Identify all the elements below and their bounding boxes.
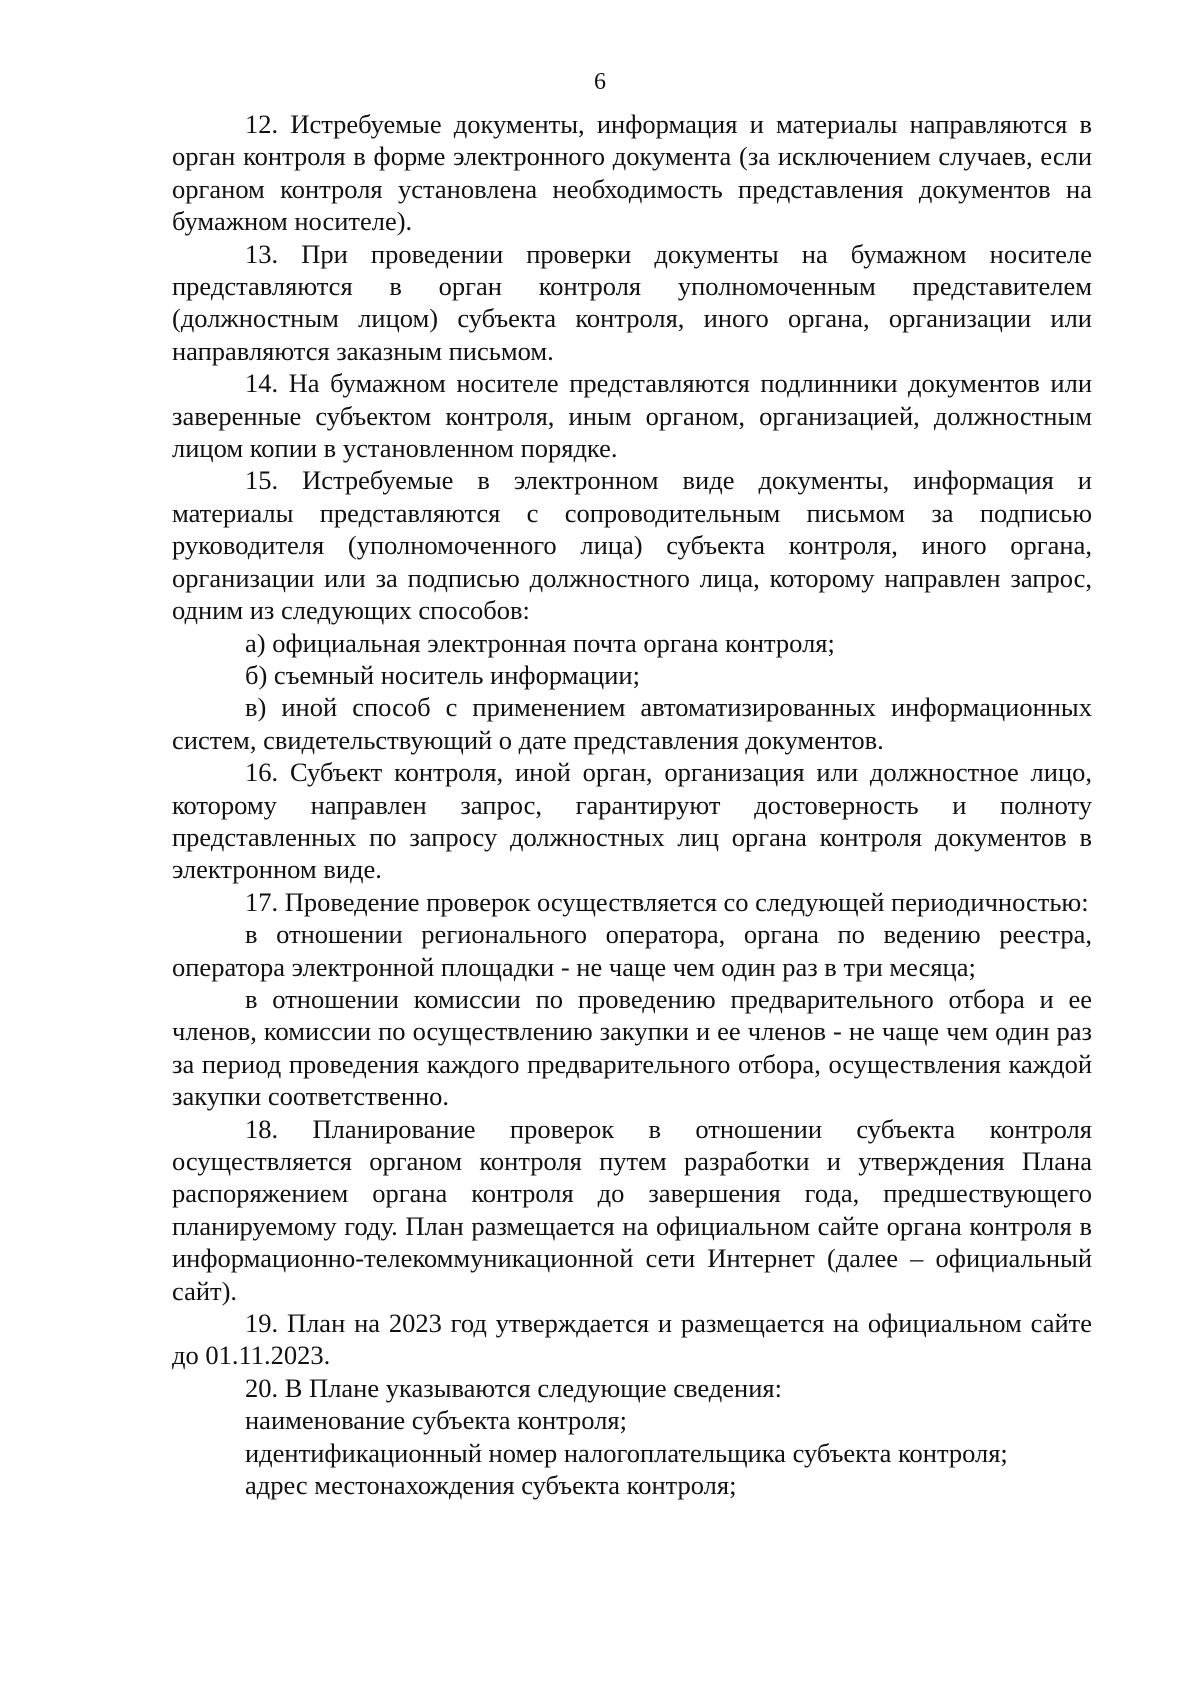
plan-item-name: наименование субъекта контроля; (245, 1405, 627, 1436)
document-body (172, 108, 1092, 1501)
paragraph-17: 17. Проведение проверок осуществляется со следующей периодичностью: (245, 886, 1089, 917)
page-number: 6 (594, 69, 606, 95)
paragraph-18: 18. Планирование проверок в отношении субъекта контроля осуществляется органом контроля путем разработки и утверждения Плана распоряжением органа контроля до завершения года, предшествующего планируемому году. План размещается на официальном сайте органа контроля в информационно-телекоммуникационной сети Интернет (далее – официальный сайт). (172, 1113, 1092, 1306)
plan-item-address: адрес местонахождения субъекта контроля; (245, 1470, 737, 1501)
paragraph-14: 14. На бумажном носителе представляются подлинники документов или заверенные субъектом контроля, иным органом, организацией, должностным лицом копии в установленном порядке. (172, 368, 1092, 464)
list-item-b: б) съемный носитель информации; (245, 659, 640, 690)
periodicity-item-1: в отношении регионального оператора, органа по ведению реестра, оператора электронной площадки - не чаще чем один раз в три месяца; (172, 919, 1092, 982)
paragraph-12: 12. Истребуемые документы, информация и материалы направляются в орган контроля в форме электронного документа (за исключением случаев, если органом контроля установлена необходимость представления документов на бумажном носителе). (172, 109, 1092, 237)
paragraph-13: 13. При проведении проверки документы на бумажном носителе представляются в орган контроля уполномоченным представителем (должностным лицом) субъекта контроля, иного органа, организации или направляются заказным письмом. (172, 238, 1092, 366)
list-item-v: в) иной способ с применением автоматизированных информационных систем, свидетельствующий о дате представления документов. (172, 692, 1092, 755)
periodicity-item-2: в отношении комиссии по проведению предварительного отбора и ее членов, комиссии по осуществлению закупки и ее членов - не чаще чем один раз за период проведения каждого предварительного отбора, осуществления каждой закупки соответственно. (172, 983, 1092, 1112)
plan-item-inn: идентификационный номер налогоплательщика субъекта контроля; (245, 1437, 1008, 1468)
paragraph-19: 19. План на 2023 год утверждается и размещается на официальном сайте до 01.11.2023. (172, 1308, 1092, 1371)
paragraph-20: 20. В Плане указываются следующие сведения: (245, 1372, 782, 1403)
paragraph-16: 16. Субъект контроля, иной орган, организация или должностное лицо, которому направлен запрос, гарантируют достоверность и полноту представленных по запросу должностных лиц органа контроля документов в электронном виде. (172, 757, 1092, 885)
paragraph-15: 15. Истребуемые в электронном виде документы, информация и материалы представляются с сопроводительным письмом за подписью руководителя (уполномоченного лица) субъекта контроля, иного органа, организации или за подписью должностного лица, которому направлен запрос, одним из следующих способов: (172, 465, 1092, 626)
list-item-a: а) официальная электронная почта органа контроля; (245, 627, 835, 658)
